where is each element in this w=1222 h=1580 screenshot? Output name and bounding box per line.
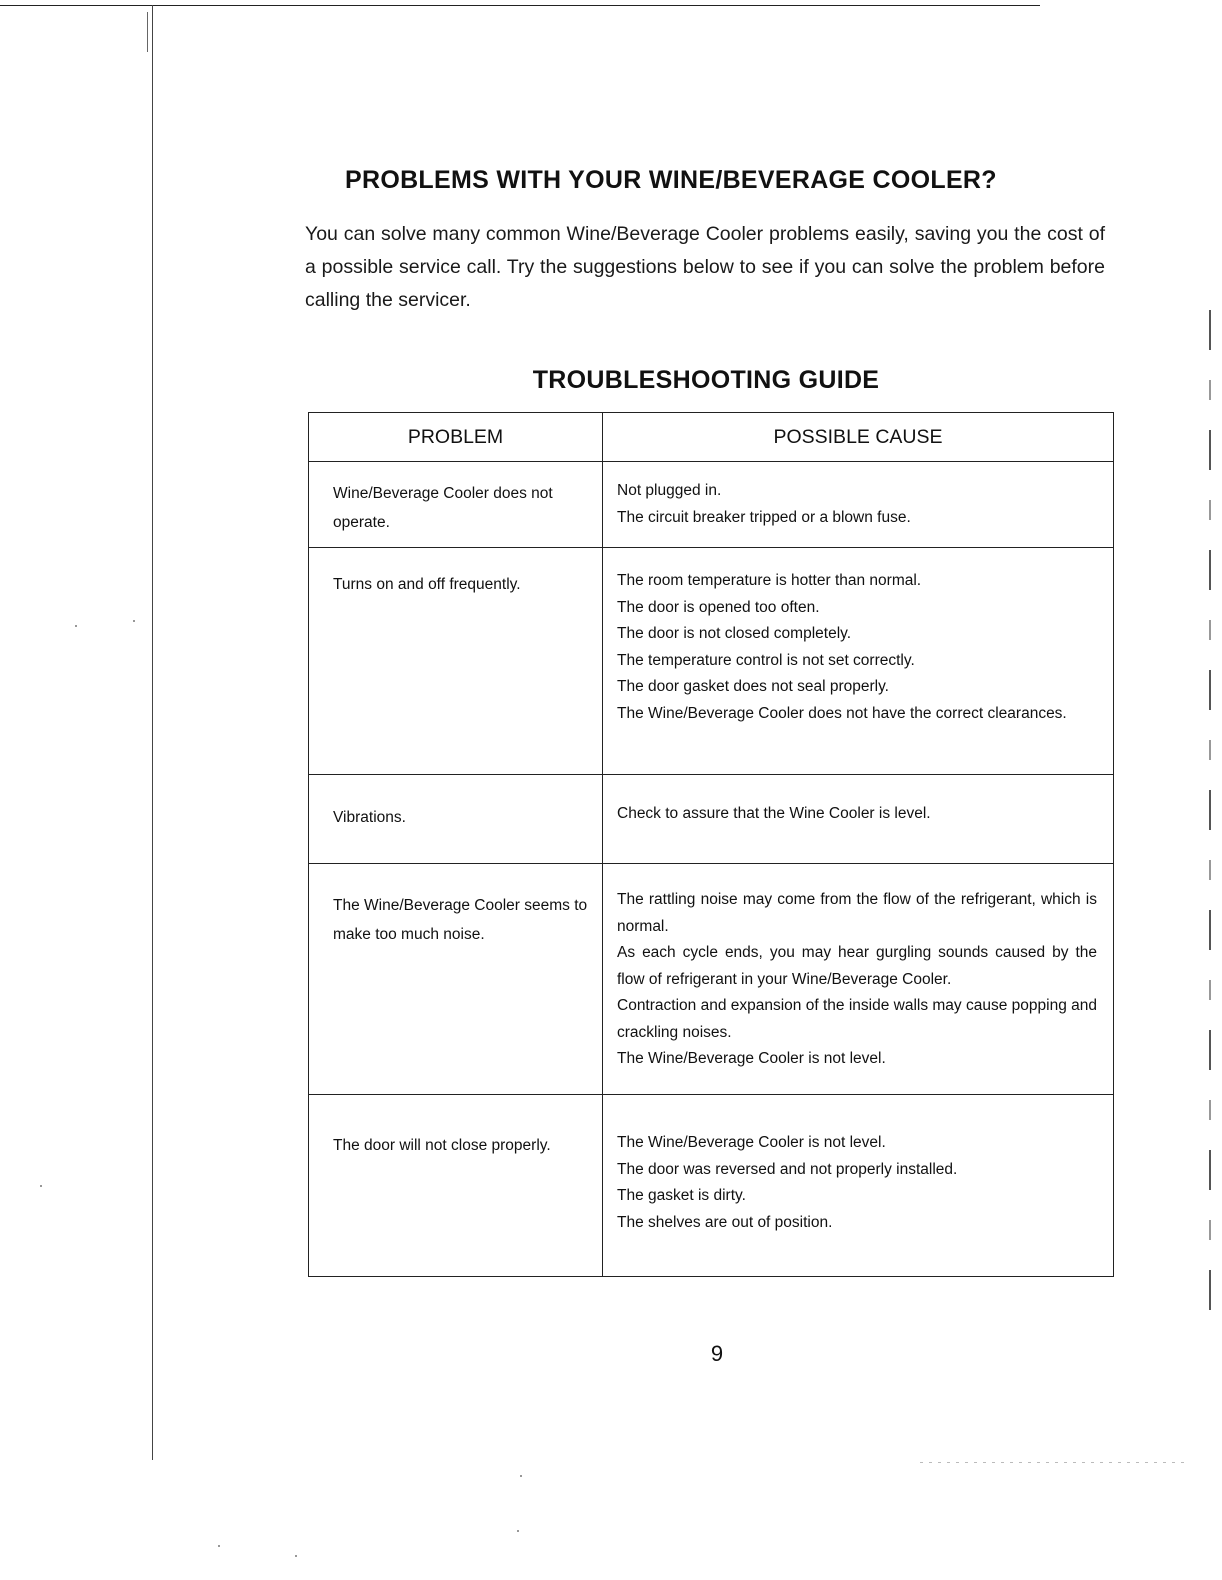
guide-title: [0, 366, 1222, 395]
cause-cell: [603, 775, 1114, 864]
scan-dust: [218, 1545, 220, 1547]
cause-line: The temperature control is not set correctly.: [617, 651, 915, 669]
cause-cell: [603, 462, 1114, 548]
problem-cell: Wine/Beverage Cooler does not operate.: [309, 462, 603, 548]
cause-cell: [603, 548, 1114, 775]
problem-cell: The Wine/Beverage Cooler seems to make too much noise.: [309, 864, 603, 1095]
troubleshooting-table: [308, 412, 1114, 1277]
problem-cell: Vibrations.: [309, 775, 603, 864]
scan-dust: [133, 620, 135, 622]
problem-cell: Turns on and off frequently.: [309, 548, 603, 775]
cause-line: The door is not closed completely.: [617, 625, 852, 642]
table-row: [309, 548, 1114, 775]
cause-line: As each cycle ends, you may hear gurgling sounds caused by the flow of refrigerant in your Wine/Beverage Cooler.: [617, 944, 1097, 988]
scan-dust: [295, 1555, 297, 1557]
cause-line: The Wine/Beverage Cooler is not level.: [617, 1134, 886, 1151]
table-row: [309, 864, 1114, 1095]
scan-edge-top: [0, 5, 1040, 6]
cause-line: Check to assure that the Wine Cooler is level.: [617, 805, 931, 822]
intro-paragraph: You can solve many common Wine/Beverage Cooler problems easily, saving you the cost of a possible service call. Try the suggestions below to see if you can solve the problem before calling the servicer.: [305, 223, 1105, 311]
scan-dust: [520, 1475, 522, 1477]
scan-edge-left-mark: [147, 12, 148, 52]
table-row: [309, 462, 1114, 548]
column-header-problem: PROBLEM: [309, 413, 603, 462]
scan-edge-right: [1209, 310, 1211, 1310]
cause-line: The shelves are out of position.: [617, 1213, 833, 1231]
cause-line: Contraction and expansion of the inside walls may cause popping and crackling noises.: [617, 997, 1097, 1041]
scan-dust: [40, 1185, 42, 1187]
problem-cell: The door will not close properly.: [309, 1095, 603, 1277]
cause-line: The circuit breaker tripped or a blown fuse.: [617, 508, 911, 526]
column-header-possible-cause: POSSIBLE CAUSE: [603, 413, 1114, 462]
cause-line: The gasket is dirty.: [617, 1187, 746, 1204]
table-header-row: [309, 413, 1114, 462]
cause-line: The door was reversed and not properly installed.: [617, 1160, 958, 1178]
cause-line: The door is opened too often.: [617, 598, 820, 616]
guide-title-text: TROUBLESHOOTING GUIDE: [532, 366, 880, 394]
scan-dust-line: [920, 1462, 1190, 1463]
cause-cell: [603, 864, 1114, 1095]
cause-line: The Wine/Beverage Cooler does not have the correct clearances.: [617, 704, 1067, 722]
cause-cell: [603, 1095, 1114, 1277]
cause-line: The rattling noise may come from the flow of the refrigerant, which is normal.: [617, 891, 1097, 935]
scan-dust: [75, 625, 77, 627]
cause-line: The Wine/Beverage Cooler is not level.: [617, 1050, 886, 1067]
table-row: [309, 775, 1114, 864]
cause-line: The room temperature is hotter than normal.: [617, 572, 922, 589]
scan-dust: [517, 1530, 519, 1532]
page-title: PROBLEMS WITH YOUR WINE/BEVERAGE COOLER?: [345, 166, 997, 194]
cause-line: Not plugged in.: [617, 482, 722, 499]
page-number: 9: [710, 1341, 724, 1366]
scan-edge-left: [152, 5, 153, 1460]
table-row: [309, 1095, 1114, 1277]
cause-line: The door gasket does not seal properly.: [617, 678, 889, 695]
